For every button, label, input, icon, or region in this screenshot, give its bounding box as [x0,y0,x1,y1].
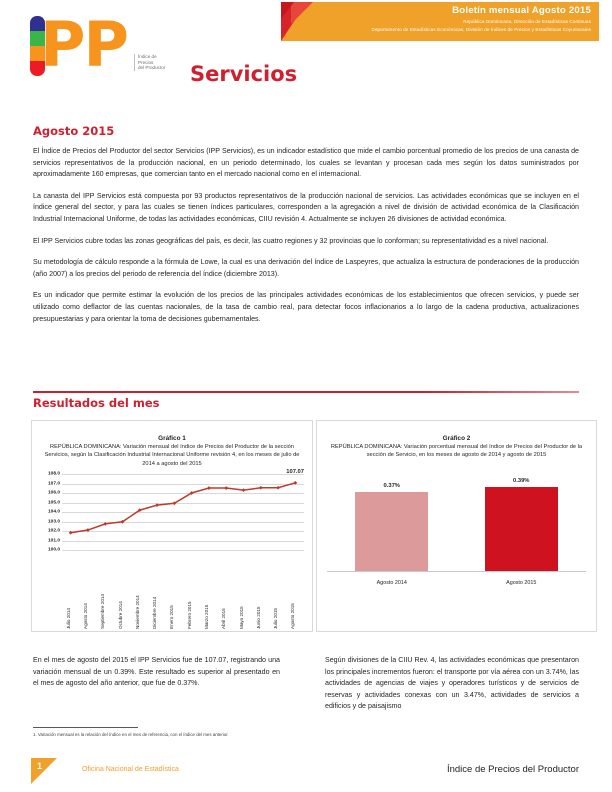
chart-1-x-tick: Octubre 2014 [117,601,123,630]
chart-1-x-tick: Junio 2015 [255,606,261,630]
footer-triangle-icon [31,758,57,784]
page-footer [0,758,612,792]
chart-1-x-tick: Agosto 2014 [82,603,88,630]
intro-paragraph: El Índice de Precios del Productor del sector Servicios (IPP Servicios), es un indicador estadístico que mide el cambio porcentual promedio de los precios de una canasta de servicios representativos de la producción nacional, en un periodo determinado, los cuales se levantan y procesan cada mes según los datos suministrados por aproximadamente 160 empresas, que comercian tanto en el mercado nacional como en el internacional. [33,147,579,179]
footnote-text: 1. Variación mensual es la relación del índice en el mes de referencia, con el índice del mes anterior. [33,732,229,737]
chart-1-x-tick: Septiembre 2014 [100,594,106,630]
chart-1-x-tick: Julio 2015 [273,608,279,630]
chart-2-title: REPÚBLICA DOMINICANA: Variación porcentual mensual del índice de Precios del Productor de la sección de Servicio, en los meses de agosto de 2014 y agosto de 2015 [330,444,583,459]
chart-1-y-tick: 101.0 [47,538,60,544]
chart-1-y-tick: 102.0 [47,528,60,534]
chart-1-number: Gráfico 1 [158,435,186,442]
chart-2-number: Gráfico 2 [442,435,471,442]
ipp-logo [30,8,298,86]
chart-2-container [316,420,597,632]
chart-2-category-label: Agosto 2014 [376,579,407,586]
chart-1-title: REPÚBLICA DOMINICANA: Variación mensual del índice de Precios del Productor de la sección Servicios, según la Clasificación Industrial Internacional Uniforme revisión 4, en los meses de julio de 2014 a agosto del 2015 [44,444,300,467]
footer-document-title: Índice de Precios del Productor [446,764,579,775]
banner-shape-c [281,2,294,19]
chart-1-y-tick: 104.0 [47,509,60,515]
page-header [0,0,612,100]
chart-1-x-tick: Enero 2015 [169,605,175,630]
chart-1-y-tick: 103.0 [47,519,60,525]
intro-paragraph: Es un indicador que permite estimar la evolución de los precios de las principales actividades económicas de los establecimientos que ofrecen servicios, y puede ser utilizado como deflactor de las cuentas nacionales, de la tasa de cambio real, para detectar focos inflacionarios a lo largo de la cadena productiva, actualizaciones presupuestarias y para orientar la toma de decisiones gubernamentales. [33,291,579,323]
chart-2-bar-value-label: 0.39% [513,478,530,485]
section-divider [33,391,579,393]
chart-1-container [31,420,313,632]
chart-1-header [32,421,312,468]
chart-2-bar [355,482,428,571]
chart-1-x-tick: Agosto 2015 [290,603,296,630]
banner-subtitle-1: República Dominicana, Dirección de Estadísticas Continuas [463,19,591,24]
banner-shape-b [291,2,313,24]
chart-2-bar [485,478,558,571]
chart-1-x-tick: Diciembre 2014 [152,597,158,630]
chart-1-x-tick: Abril 2015 [221,608,227,630]
banner-title: Boletín mensual Agosto 2015 [452,5,591,16]
chart-1-x-tick: Marzo 2015 [203,604,209,630]
intro-title: Agosto 2015 [33,124,115,138]
chart-1-y-tick: 105.0 [47,500,60,506]
chart-2-category-label: Agosto 2015 [506,579,537,586]
chart-1-x-axis [62,551,304,630]
chart-2-plot [327,468,586,586]
banner-subtitle-2: Departamento de Estadísticas Económicas, División de Índices de Precios y Estadísticas Coyunturales [371,27,591,32]
logo-tagline: Índice de Precios del Productor [134,54,165,71]
chart-1-plot-area [62,469,304,550]
sector-title: Servicios [190,62,298,86]
chart-1-y-axis [36,471,62,553]
intro-paragraph: La canasta del IPP Servicios está compuesta por 93 productos representativos de la producción nacional de servicios. Las actividades económicas que se incluyen en el índice general del sector, y para las cuales se tienen índices particulares, corresponden a la agregación a nivel de división de actividad económica de la Clasificación Industrial Internacional Uniforme, de todas las actividades económicas, CIIU revisión 4. Actualmente se incluyen 26 divisiones de actividad económica. [33,191,579,223]
results-title: Resultados del mes [33,396,160,410]
chart-1-last-value-label: 107.07 [286,469,304,476]
results-left-text: En el mes de agosto del 2015 el IPP Servicios fue de 107.07, registrando una variación mensual de un 0.39%. Este resultado es superior al presentado en el mes de agosto del año anterior, que fue de 0.37%. [33,656,280,687]
chart-1-x-tick: Mayo 2015 [238,606,244,630]
chart-2-baseline [327,571,586,572]
chart-1-x-tick: Noviembre 2014 [134,595,140,630]
charts-row [0,420,612,635]
chart-1-y-tick: 108.0 [47,471,60,477]
intro-section [0,100,612,410]
chart-1-x-tick: Febrero 2015 [186,601,192,630]
chart-1-series [62,474,304,550]
bulletin-banner [281,2,599,41]
intro-paragraph: El IPP Servicios cubre todas las zonas geográficas del país, es decir, las cuatro regiones y 32 provincias que lo conforman; su representatividad es a nivel nacional. [33,236,549,245]
page-number: 1 [37,761,43,771]
chart-1-y-tick: 100.0 [47,547,60,553]
chart-2-bar-value-label: 0.37% [383,482,400,489]
logo-ipp-letters: PP [40,8,127,81]
chart-1-x-tick: Julio 2014 [65,608,71,630]
chart-1-plot [36,469,308,630]
results-right-text: Según divisiones de la CIIU Rev. 4, las actividades económicas que presentaron los principales incrementos fueron: el transporte por vía aérea con un 3.74%, las actividades de agencias de viajes y operadores turísticos y de servicios de reservas y actividades conexas con un 3.47%, actividades de servicios a edificios y de paisajismo [325,656,579,710]
intro-paragraph: Su metodología de cálculo responde a la fórmula de Lowe, la cual es una derivación del índice de Laspeyres, que actualiza la estructura de ponderaciones de la producción (año 2007) a los precios del periodo de referencia del índice (diciembre 2013). [33,258,579,278]
chart-1-y-tick: 107.0 [47,481,60,487]
chart-2-header [317,421,596,460]
footnote-divider [33,727,138,728]
footer-organization: Oficina Nacional de Estadística [82,766,179,773]
chart-1-y-tick: 106.0 [47,490,60,496]
